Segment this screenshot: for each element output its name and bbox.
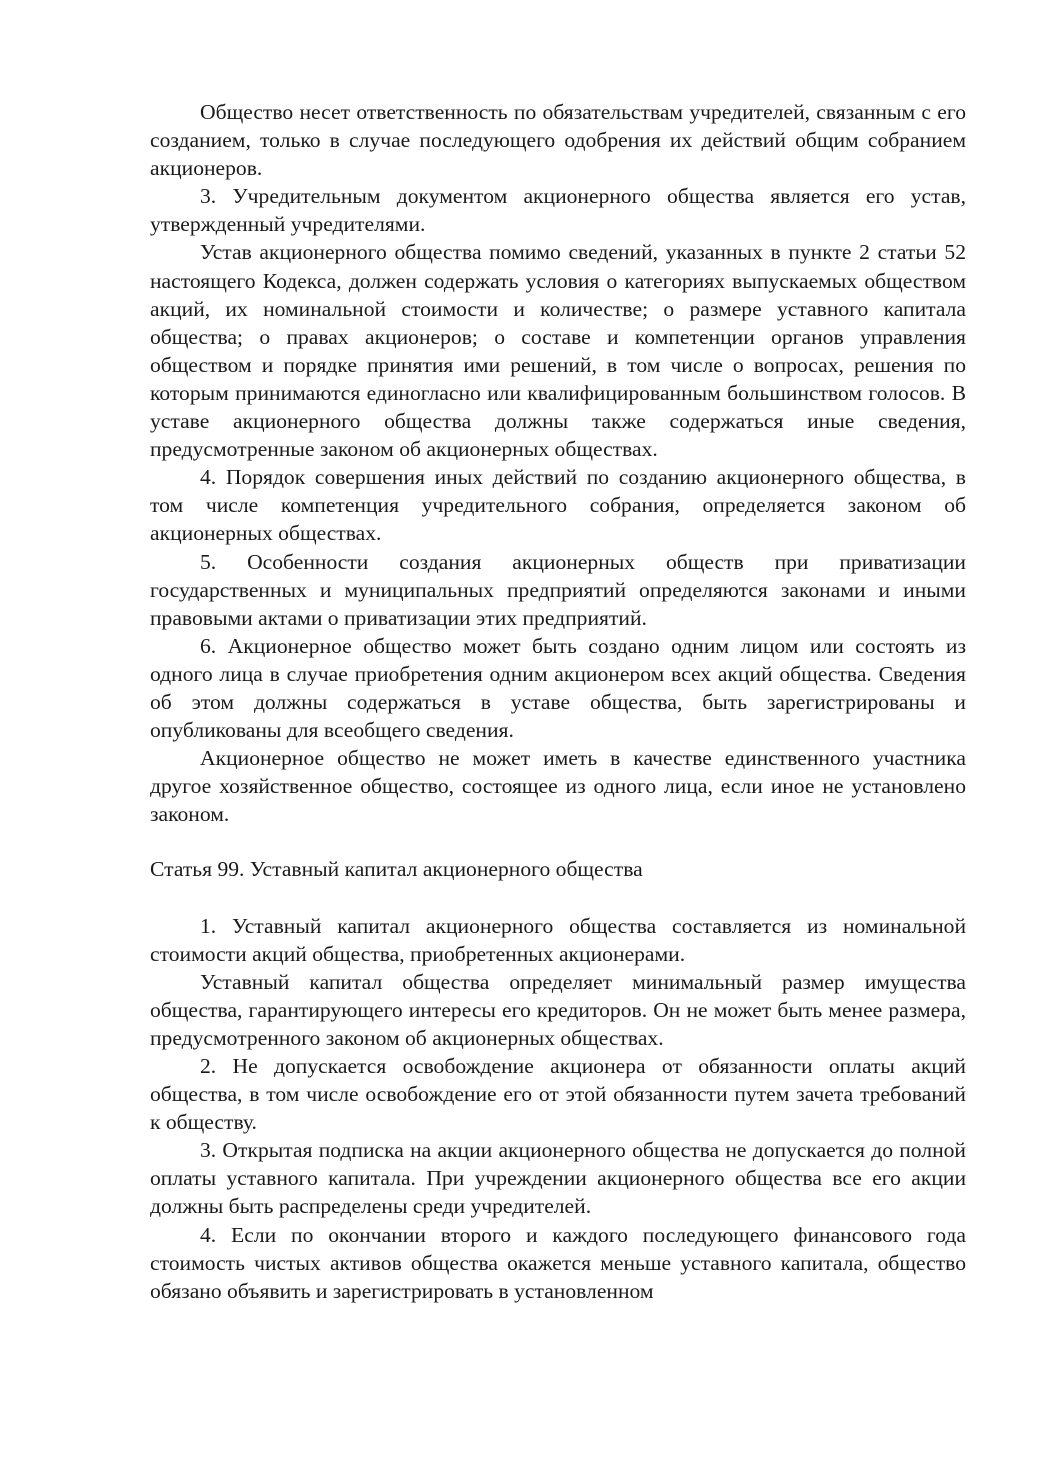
paragraph-item-6: 6. Акционерное общество может быть создано одним лицом или состоять из одного лица в случае приобретения одним акционером всех акций общества. Сведения об этом должны содержаться в уставе общества, быть зарегистрированы и опубликованы для всеобщего сведения. <box>150 633 966 743</box>
document-page <box>150 98 966 1305</box>
paragraph-sole-participant: Акционерное общество не может иметь в качестве единственного участника другое хозяйственное общество, состоящее из одного лица, если иное не установлено законом. <box>150 746 966 827</box>
paragraph-charter-contents: Устав акционерного общества помимо сведений, указанных в пункте 2 статьи 52 настоящего Кодекса, должен содержать условия о категориях выпускаемых обществом акций, их номинальной стоимости и количестве; о размере уставного капитала общества; о правах акционеров; о составе и компетенции органов управления обществом и порядке принятия ими решений, в том числе о вопросах, решения по которым принимаются единогласно или квалифицированным большинством голосов. В уставе акционерного общества должны также содержаться иные сведения, предусмотренные законом об акционерных обществах. <box>150 240 966 462</box>
paragraph-capital-item-3: 3. Открытая подписка на акции акционерного общества не допускается до полной оплаты уставного капитала. При учреждении акционерного общества все его акции должны быть распределены среди учредителей. <box>150 1138 966 1219</box>
article-heading: Статья 99. Уставный капитал акционерного общества <box>150 857 643 882</box>
paragraph-capital-item-1: 1. Уставный капитал акционерного общества составляется из номинальной стоимости акций общества, приобретенных акционерами. <box>150 913 966 966</box>
paragraph-item-3: 3. Учредительным документом акционерного общества является его устав, утвержденный учредителями. <box>150 184 966 237</box>
paragraph-capital-minimum: Уставный капитал общества определяет минимальный размер имущества общества, гарантирующего интересы его кредиторов. Он не может быть менее размера, предусмотренного законом об акционерных обществах. <box>150 969 966 1050</box>
paragraph-founders-liability: Общество несет ответственность по обязательствам учредителей, связанным с его созданием, только в случае последующего одобрения их действий общим собранием акционеров. <box>150 100 966 181</box>
paragraph-item-4: 4. Порядок совершения иных действий по созданию акционерного общества, в том числе компетенция учредительного собрания, определяется законом об акционерных обществах. <box>150 465 966 546</box>
paragraph-capital-item-4: 4. Если по окончании второго и каждого последующего финансового года стоимость чистых активов общества окажется меньше уставного капитала, общество обязано объявить и зарегистрировать в установленном <box>150 1222 966 1303</box>
paragraph-capital-item-2: 2. Не допускается освобождение акционера от обязанности оплаты акций общества, в том числе освобождение его от этой обязанности путем зачета требований к обществу. <box>150 1054 966 1135</box>
paragraph-item-5: 5. Особенности создания акционерных обществ при приватизации государственных и муниципальных предприятий определяются законами и иными правовыми актами о приватизации этих предприятий. <box>150 549 966 630</box>
